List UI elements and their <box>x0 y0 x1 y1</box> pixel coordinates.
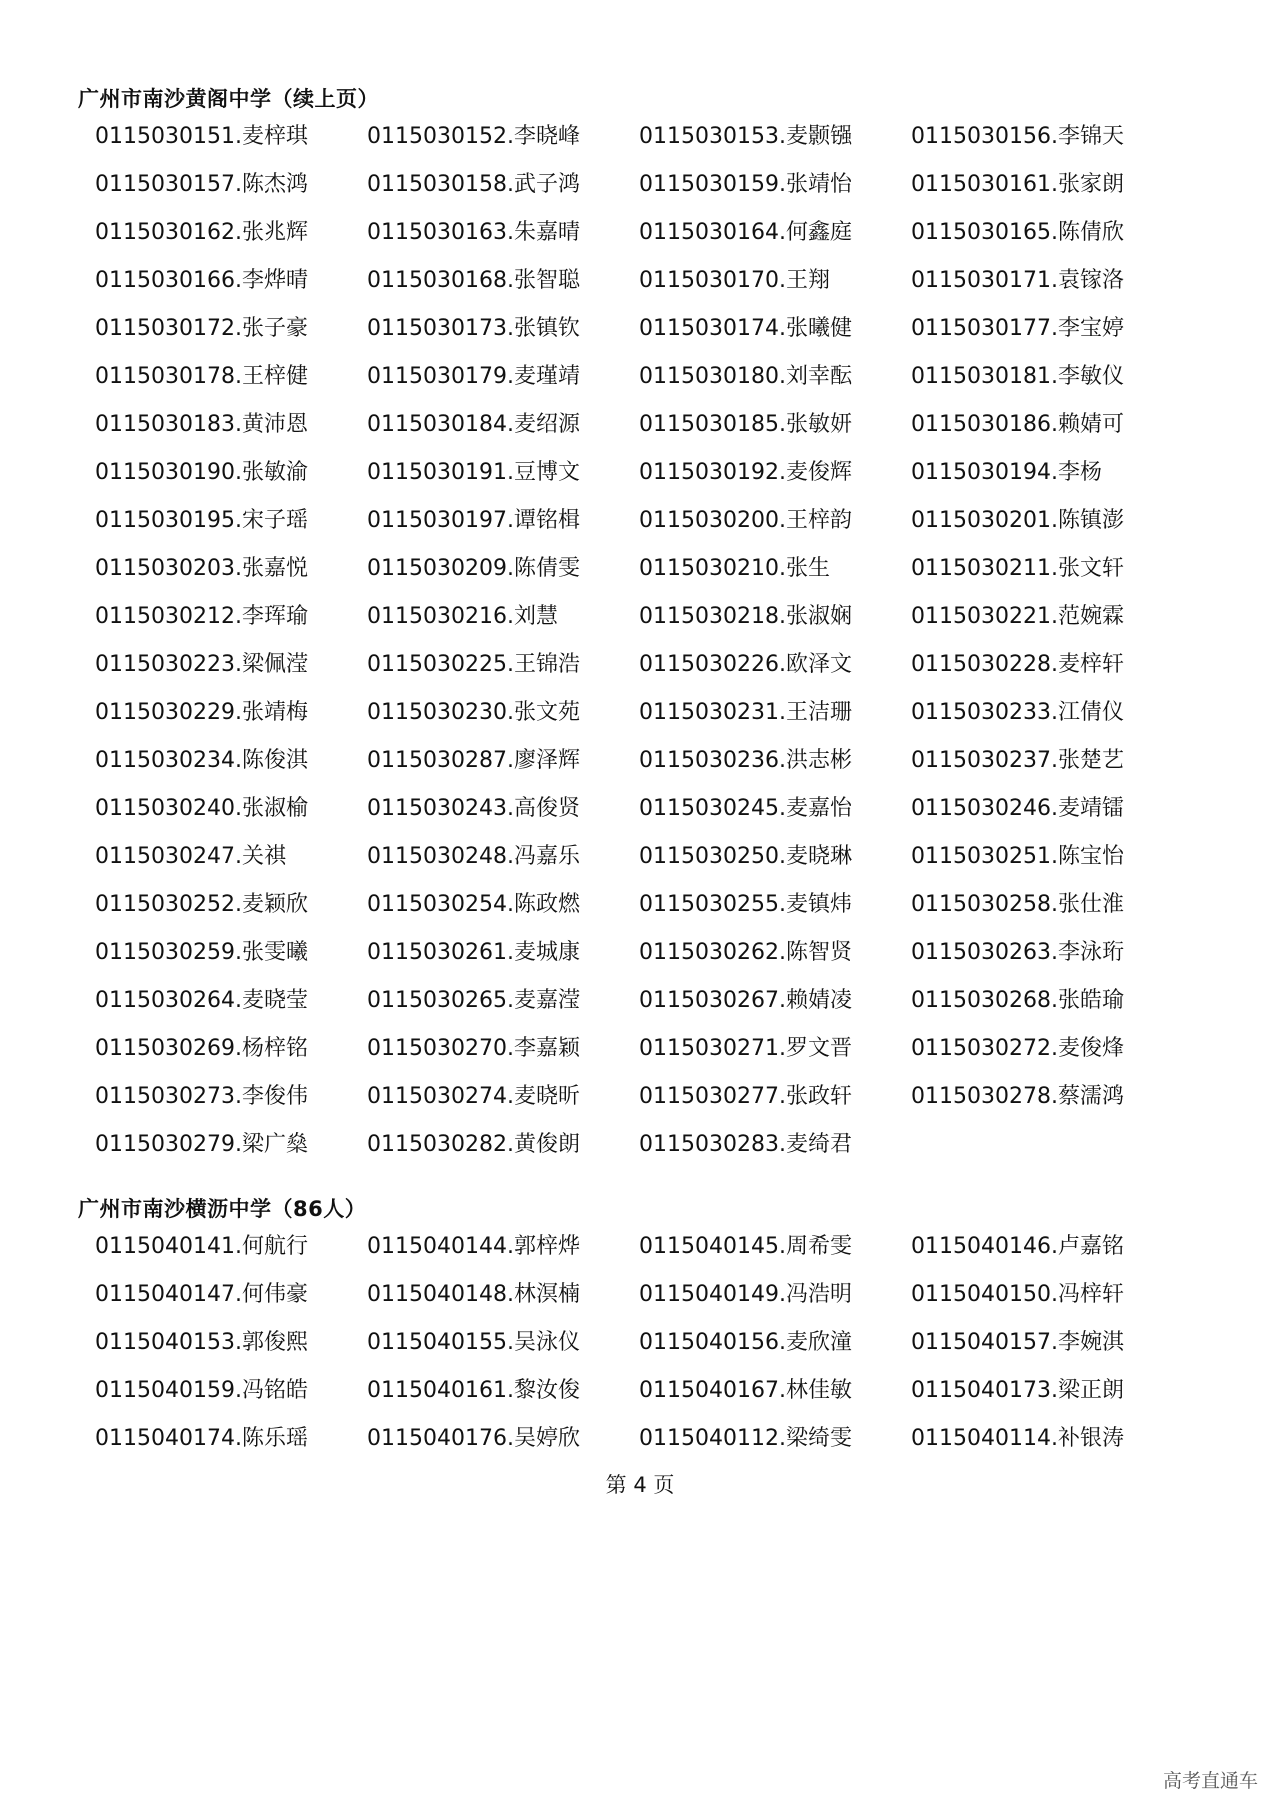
student-entry: 0115030183.黄沛恩 <box>95 412 308 437</box>
student-entry: 0115030267.赖婧凌 <box>639 988 852 1013</box>
student-entry: 0115030190.张敏渝 <box>95 460 308 485</box>
section-title: 广州市南沙横沥中学（86人） <box>78 1197 367 1221</box>
student-entry: 0115030273.李俊伟 <box>95 1084 308 1109</box>
student-entry: 0115030162.张兆辉 <box>95 220 308 245</box>
student-entry: 0115030240.张淑榆 <box>95 796 308 821</box>
student-entry: 0115030279.梁广燊 <box>95 1132 308 1157</box>
student-entry: 0115030161.张家朗 <box>911 172 1124 197</box>
page-number: 第 4 页 <box>605 1473 675 1497</box>
student-entry: 0115030229.张靖梅 <box>95 700 308 725</box>
student-entry: 0115040159.冯铭皓 <box>95 1378 308 1403</box>
student-entry: 0115040156.麦欣潼 <box>639 1330 852 1355</box>
student-entry: 0115030228.麦梓轩 <box>911 652 1124 677</box>
student-entry: 0115030165.陈倩欣 <box>911 220 1124 245</box>
student-entry: 0115030236.洪志彬 <box>639 748 852 773</box>
student-entry: 0115030153.麦颢镪 <box>639 124 852 149</box>
student-entry: 0115030181.李敏仪 <box>911 364 1124 389</box>
student-entry: 0115030192.麦俊辉 <box>639 460 852 485</box>
student-entry: 0115030226.欧泽文 <box>639 652 852 677</box>
student-entry: 0115040161.黎汝俊 <box>367 1378 580 1403</box>
student-entry: 0115030259.张雯曦 <box>95 940 308 965</box>
student-entry: 0115040145.周希雯 <box>639 1234 852 1259</box>
student-entry: 0115030263.李泳珩 <box>911 940 1124 965</box>
student-entry: 0115030209.陈倩雯 <box>367 556 580 581</box>
student-entry: 0115030216.刘慧 <box>367 604 558 629</box>
student-entry: 0115030271.罗文晋 <box>639 1036 852 1061</box>
student-entry: 0115030282.黄俊朗 <box>367 1132 580 1157</box>
student-entry: 0115030218.张淑娴 <box>639 604 852 629</box>
student-entry: 0115040176.吴婷欣 <box>367 1426 580 1451</box>
student-entry: 0115030201.陈镇澎 <box>911 508 1124 533</box>
student-entry: 0115030166.李烨晴 <box>95 268 308 293</box>
student-entry: 0115030278.蔡濡鸿 <box>911 1084 1124 1109</box>
student-entry: 0115040146.卢嘉铭 <box>911 1234 1124 1259</box>
student-entry: 0115030164.何鑫庭 <box>639 220 852 245</box>
student-entry: 0115030265.麦嘉滢 <box>367 988 580 1013</box>
student-entry: 0115040157.李婉淇 <box>911 1330 1124 1355</box>
student-entry: 0115030234.陈俊淇 <box>95 748 308 773</box>
student-entry: 0115030211.张文轩 <box>911 556 1124 581</box>
student-entry: 0115030262.陈智贤 <box>639 940 852 965</box>
school-section-huangge <box>78 76 1208 1178</box>
student-entry: 0115030245.麦嘉怡 <box>639 796 852 821</box>
student-entry: 0115030152.李晓峰 <box>367 124 580 149</box>
student-entry: 0115030272.麦俊烽 <box>911 1036 1124 1061</box>
student-entry: 0115030221.范婉霖 <box>911 604 1124 629</box>
student-entry: 0115030197.谭铭楫 <box>367 508 580 533</box>
student-entry: 0115030261.麦城康 <box>367 940 580 965</box>
student-entry: 0115030251.陈宝怡 <box>911 844 1124 869</box>
student-entry: 0115030173.张镇钦 <box>367 316 580 341</box>
student-entry: 0115030231.王洁珊 <box>639 700 852 725</box>
student-entry: 0115030195.宋子瑶 <box>95 508 308 533</box>
student-entry: 0115030283.麦绮君 <box>639 1132 852 1157</box>
student-list <box>95 1232 1208 1472</box>
student-entry: 0115040141.何航行 <box>95 1234 308 1259</box>
student-entry: 0115030287.廖泽辉 <box>367 748 580 773</box>
student-entry: 0115040149.冯浩明 <box>639 1282 852 1307</box>
student-entry: 0115030163.朱嘉晴 <box>367 220 580 245</box>
student-entry: 0115040153.郭俊熙 <box>95 1330 308 1355</box>
student-entry: 0115030180.刘幸酝 <box>639 364 852 389</box>
student-entry: 0115030212.李珲瑜 <box>95 604 308 629</box>
student-entry: 0115030171.袁镓洛 <box>911 268 1124 293</box>
student-entry: 0115030247.关祺 <box>95 844 286 869</box>
student-entry: 0115030225.王锦浩 <box>367 652 580 677</box>
school-section-hengli <box>78 1186 1208 1472</box>
student-entry: 0115030248.冯嘉乐 <box>367 844 580 869</box>
student-entry: 0115030191.豆博文 <box>367 460 580 485</box>
student-entry: 0115030194.李杨 <box>911 460 1102 485</box>
student-entry: 0115030268.张皓瑜 <box>911 988 1124 1013</box>
student-entry: 0115040155.吴泳仪 <box>367 1330 580 1355</box>
student-entry: 0115030172.张子豪 <box>95 316 308 341</box>
student-entry: 0115030250.麦晓琳 <box>639 844 852 869</box>
student-entry: 0115030252.麦颖欣 <box>95 892 308 917</box>
student-entry: 0115030223.梁佩滢 <box>95 652 308 677</box>
student-entry: 0115030230.张文苑 <box>367 700 580 725</box>
student-entry: 0115030158.武子鸿 <box>367 172 580 197</box>
student-entry: 0115040174.陈乐瑶 <box>95 1426 308 1451</box>
section-title: 广州市南沙黄阁中学（续上页） <box>78 87 379 111</box>
student-entry: 0115030203.张嘉悦 <box>95 556 308 581</box>
student-entry: 0115030269.杨梓铭 <box>95 1036 308 1061</box>
student-entry: 0115040148.林溟楠 <box>367 1282 580 1307</box>
student-entry: 0115030177.李宝婷 <box>911 316 1124 341</box>
student-entry: 0115030258.张仕淮 <box>911 892 1124 917</box>
student-entry: 0115040144.郭梓烨 <box>367 1234 580 1259</box>
student-entry: 0115030254.陈政燃 <box>367 892 580 917</box>
student-entry: 0115040167.林佳敏 <box>639 1378 852 1403</box>
student-entry: 0115030210.张生 <box>639 556 830 581</box>
student-entry: 0115030255.麦镇炜 <box>639 892 852 917</box>
student-entry: 0115030184.麦绍源 <box>367 412 580 437</box>
student-entry: 0115040150.冯梓轩 <box>911 1282 1124 1307</box>
student-entry: 0115030185.张敏妍 <box>639 412 852 437</box>
student-entry: 0115030178.王梓健 <box>95 364 308 389</box>
student-entry: 0115030156.李锦天 <box>911 124 1124 149</box>
student-entry: 0115030274.麦晓昕 <box>367 1084 580 1109</box>
student-entry: 0115030159.张靖怡 <box>639 172 852 197</box>
student-entry: 0115030168.张智聪 <box>367 268 580 293</box>
student-entry: 0115030233.江倩仪 <box>911 700 1124 725</box>
student-entry: 0115040173.梁正朗 <box>911 1378 1124 1403</box>
student-entry: 0115030243.高俊贤 <box>367 796 580 821</box>
student-entry: 0115030170.王翔 <box>639 268 830 293</box>
student-entry: 0115030174.张曦健 <box>639 316 852 341</box>
student-entry: 0115030200.王梓韵 <box>639 508 852 533</box>
student-entry: 0115030270.李嘉颖 <box>367 1036 580 1061</box>
student-entry: 0115030186.赖婧可 <box>911 412 1124 437</box>
student-entry: 0115030157.陈杰鸿 <box>95 172 308 197</box>
student-entry: 0115040147.何伟豪 <box>95 1282 308 1307</box>
student-list <box>95 122 1208 1178</box>
student-entry: 0115030237.张楚艺 <box>911 748 1124 773</box>
watermark-text: 高考直通车 <box>1162 1770 1258 1792</box>
student-entry: 0115030179.麦瑾靖 <box>367 364 580 389</box>
student-entry: 0115040114.补银涛 <box>911 1426 1124 1451</box>
student-entry: 0115030264.麦晓莹 <box>95 988 308 1013</box>
student-entry: 0115040112.梁绮雯 <box>639 1426 852 1451</box>
student-entry: 0115030246.麦靖镭 <box>911 796 1124 821</box>
student-entry: 0115030151.麦梓琪 <box>95 124 308 149</box>
student-entry: 0115030277.张政轩 <box>639 1084 852 1109</box>
